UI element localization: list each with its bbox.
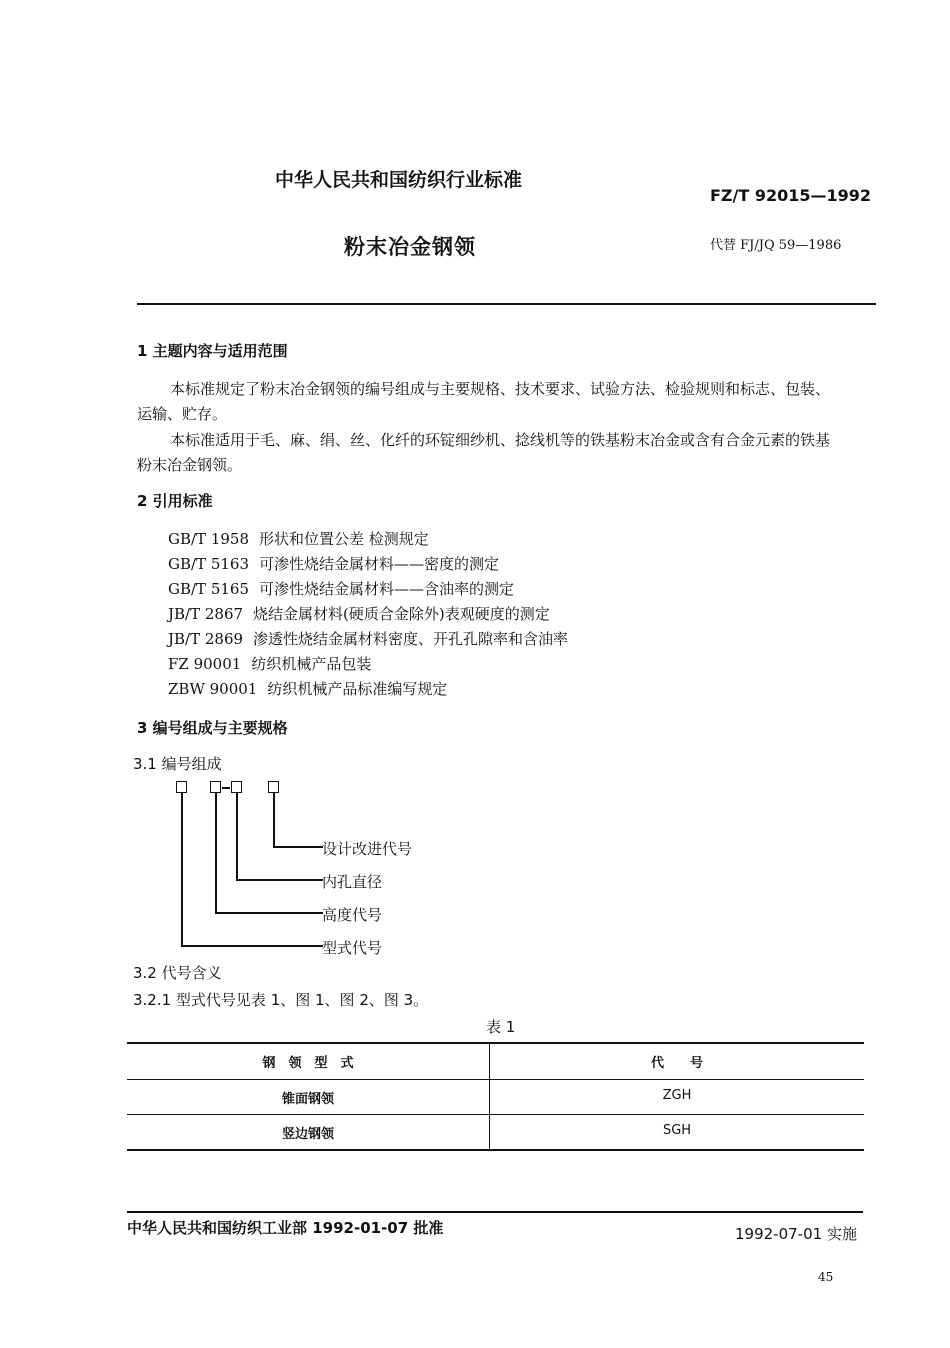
reference-item bbox=[168, 678, 447, 699]
table-caption: 表 1 bbox=[486, 1018, 516, 1036]
connector-line bbox=[236, 879, 323, 881]
reference-title: 纺织机械产品包装 bbox=[251, 655, 372, 673]
reference-code: GB/T 5165 bbox=[168, 580, 250, 598]
standard-code: FZ/T 92015—1992 bbox=[710, 186, 872, 205]
section-1-paragraph-1-line-1: 本标准规定了粉末冶金钢领的编号组成与主要规格、技术要求、试验方法、检验规则和标志、包装、 bbox=[170, 380, 831, 398]
connector-line bbox=[181, 945, 323, 947]
table-rule bbox=[127, 1114, 864, 1115]
header-rule bbox=[137, 303, 876, 305]
reference-title: 渗透性烧结金属材料密度、开孔孔隙率和含油率 bbox=[253, 630, 569, 648]
reference-item bbox=[168, 628, 568, 649]
reference-item bbox=[168, 528, 429, 549]
dash-separator bbox=[222, 787, 230, 789]
reference-item bbox=[168, 553, 499, 574]
reference-code: FZ 90001 bbox=[168, 655, 242, 673]
section-1-paragraph-2-line-1: 本标准适用于毛、麻、绢、丝、化纤的环锭细纱机、捻线机等的铁基粉末冶金或含有合金元素的铁基 bbox=[170, 431, 831, 449]
connector-line bbox=[273, 846, 323, 848]
bore-diameter-label: 内孔直径 bbox=[322, 873, 383, 891]
section-3-1-heading: 3.1 编号组成 bbox=[133, 755, 222, 773]
page-number: 45 bbox=[818, 1270, 834, 1284]
reference-title: 纺织机械产品标准编写规定 bbox=[267, 680, 448, 698]
reference-title: 烧结金属材料(硬质合金除外)表观硬度的测定 bbox=[253, 605, 550, 623]
section-1-paragraph-2-line-2: 粉末冶金钢领。 bbox=[137, 456, 243, 474]
table-header-cell: 代 号 bbox=[650, 1056, 703, 1071]
table-cell: ZGH bbox=[662, 1088, 692, 1103]
connector-line bbox=[273, 793, 275, 847]
section-2-heading: 2 引用标准 bbox=[137, 492, 213, 510]
table-rule bbox=[127, 1079, 864, 1080]
document-title: 粉末冶金钢领 bbox=[344, 235, 476, 259]
type-code-box bbox=[176, 781, 187, 793]
table-cell: 竖边钢领 bbox=[281, 1127, 334, 1142]
table-cell: SGH bbox=[662, 1123, 692, 1138]
height-code-label: 高度代号 bbox=[322, 906, 383, 924]
reference-item bbox=[168, 578, 514, 599]
reference-code: JB/T 2867 bbox=[168, 605, 244, 623]
design-revision-label: 设计改进代号 bbox=[322, 840, 413, 858]
table-header-cell: 钢 领 型 式 bbox=[262, 1056, 354, 1071]
connector-line bbox=[236, 793, 238, 880]
reference-code: ZBW 90001 bbox=[168, 680, 258, 698]
reference-code: JB/T 2869 bbox=[168, 630, 244, 648]
section-1-heading: 1 主题内容与适用范围 bbox=[137, 342, 288, 360]
effective-date: 1992-07-01 实施 bbox=[735, 1225, 857, 1243]
approval-note: 中华人民共和国纺织工业部 1992-01-07 批准 bbox=[127, 1219, 444, 1237]
connector-line bbox=[215, 912, 323, 914]
reference-title: 可渗性烧结金属材料——密度的测定 bbox=[259, 555, 500, 573]
footer-rule bbox=[127, 1211, 863, 1213]
type-code-label: 型式代号 bbox=[322, 939, 383, 957]
reference-title: 形状和位置公差 检测规定 bbox=[259, 530, 429, 548]
section-3-2-heading: 3.2 代号含义 bbox=[133, 964, 222, 982]
height-code-box bbox=[210, 781, 221, 793]
reference-title: 可渗性烧结金属材料——含油率的测定 bbox=[259, 580, 515, 598]
reference-code: GB/T 5163 bbox=[168, 555, 250, 573]
section-1-paragraph-1-line-2: 运输、贮存。 bbox=[137, 405, 228, 423]
table-cell: 锥面钢领 bbox=[281, 1092, 334, 1107]
design-revision-box bbox=[268, 781, 279, 793]
reference-item bbox=[168, 603, 550, 624]
connector-line bbox=[181, 793, 183, 946]
replaces-note: 代替 FJ/JQ 59—1986 bbox=[710, 238, 842, 253]
table-rule-top bbox=[127, 1042, 864, 1044]
section-3-2-1-text: 3.2.1 型式代号见表 1、图 1、图 2、图 3。 bbox=[133, 991, 429, 1009]
organization-title: 中华人民共和国纺织行业标准 bbox=[275, 169, 523, 191]
section-3-heading: 3 编号组成与主要规格 bbox=[137, 719, 288, 737]
reference-code: GB/T 1958 bbox=[168, 530, 250, 548]
table-rule-bottom bbox=[127, 1149, 864, 1151]
connector-line bbox=[215, 793, 217, 913]
reference-item bbox=[168, 653, 371, 674]
bore-diameter-box bbox=[231, 781, 242, 793]
